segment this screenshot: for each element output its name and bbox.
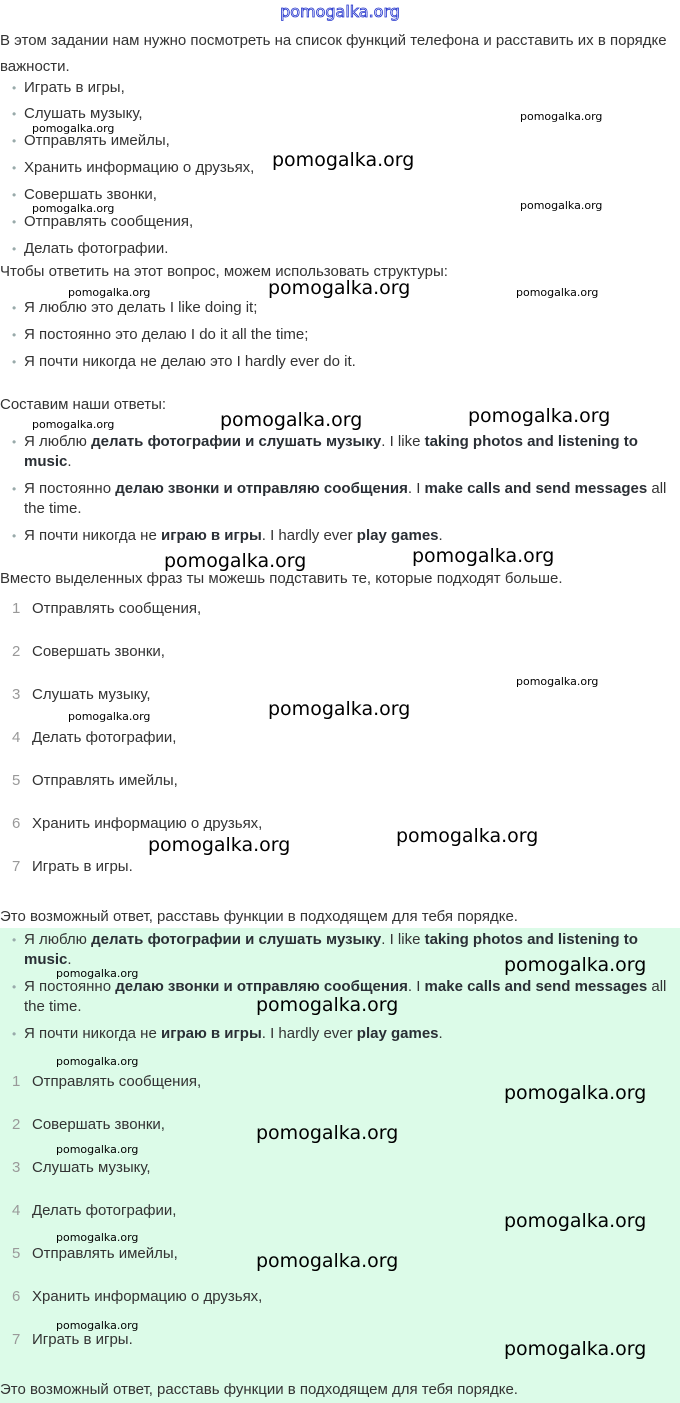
- highlighted-phrase: taking photos and listening to music: [24, 433, 638, 470]
- rank-text: Делать фотографии,: [32, 1202, 177, 1219]
- rank-text: Хранить информацию о друзьях,: [32, 1288, 263, 1305]
- rank-number: 3: [12, 1159, 21, 1176]
- rank-number: 2: [12, 643, 21, 660]
- rank-text: Играть в игры.: [32, 1331, 133, 1348]
- watermark-text: pomogalka.org: [268, 277, 411, 299]
- rank-number: 7: [12, 858, 21, 875]
- rank-text: Делать фотографии,: [32, 729, 177, 746]
- watermark-text: pomogalka.org: [56, 1231, 139, 1244]
- rank-text: Совершать звонки,: [32, 643, 165, 660]
- answer-text: all the time.: [24, 978, 667, 1015]
- watermark-text: pomogalka.org: [468, 405, 611, 427]
- ranked-list-item: [12, 771, 680, 791]
- answer-text: . I hardly ever: [261, 527, 357, 544]
- answer-list-item: [12, 1024, 674, 1044]
- ranked-list-item: [12, 857, 680, 877]
- ranked-list-item: [12, 642, 680, 662]
- watermark-text: pomogalka.org: [56, 1055, 139, 1068]
- ranked-list-item: [12, 728, 680, 748]
- site-watermark-logo: pomogalka.org: [280, 2, 400, 21]
- rank-text: Слушать музыку,: [32, 686, 151, 703]
- answer-list-item: [12, 479, 674, 519]
- watermark-text: pomogalka.org: [396, 825, 539, 847]
- rank-text: Отправлять сообщения,: [32, 600, 202, 617]
- function-list-item: • Слушать музыку,: [12, 104, 674, 124]
- watermark-text: pomogalka.org: [412, 545, 555, 567]
- function-list-item: • Делать фотографии.: [12, 239, 674, 259]
- answer-text: Я постоянно: [24, 978, 116, 995]
- watermark-text: pomogalka.org: [516, 675, 599, 688]
- answer-text: .: [438, 1025, 443, 1042]
- watermark-text: pomogalka.org: [504, 954, 647, 976]
- highlighted-phrase: make calls and send messages: [424, 978, 648, 995]
- rank-number: 1: [12, 1073, 21, 1090]
- watermark-text: pomogalka.org: [32, 122, 115, 135]
- closing-note: Это возможный ответ, расставь функции в подходящем для тебя порядке.: [0, 1381, 518, 1398]
- rank-text: Слушать музыку,: [32, 1159, 151, 1176]
- answers-intro: Составим наши ответы:: [0, 396, 167, 413]
- watermark-text: pomogalka.org: [220, 409, 363, 431]
- watermark-text: pomogalka.org: [256, 1250, 399, 1272]
- structure-list-item: • Я постоянно это делаю I do it all the time;: [12, 325, 674, 345]
- watermark-text: pomogalka.org: [56, 1143, 139, 1156]
- answer-text: . I: [407, 480, 425, 497]
- answer-text: all the time.: [24, 480, 667, 517]
- function-list-item: • Играть в игры,: [12, 78, 674, 98]
- function-list-item: • Отправлять сообщения,: [12, 212, 674, 232]
- answer-text: . I: [407, 978, 425, 995]
- watermark-text: pomogalka.org: [32, 202, 115, 215]
- highlighted-phrase: делать фотографии и слушать музыку: [91, 931, 382, 948]
- structure-list-item: • Я люблю это делать I like doing it;: [12, 298, 674, 318]
- answer-text: . I like: [381, 433, 425, 450]
- watermark-text: pomogalka.org: [164, 550, 307, 572]
- answer-text: Я постоянно: [24, 480, 116, 497]
- watermark-text: pomogalka.org: [520, 199, 603, 212]
- structure-list-item: • Я почти никогда не делаю это I hardly ever do it.: [12, 352, 674, 372]
- rank-text: Отправлять имейлы,: [32, 1245, 178, 1262]
- function-list-item: • Совершать звонки,: [12, 185, 674, 205]
- substitute-note: Вместо выделенных фраз ты можешь подставить те, которые подходят больше.: [0, 570, 563, 587]
- rank-text: Играть в игры.: [32, 858, 133, 875]
- rank-number: 2: [12, 1116, 21, 1133]
- answer-list-item: [12, 432, 674, 472]
- highlighted-phrase: делаю звонки и отправляю сообщения: [115, 480, 408, 497]
- rank-text: Совершать звонки,: [32, 1116, 165, 1133]
- highlighted-phrase: играю в игры: [160, 527, 262, 544]
- rank-text: Отправлять имейлы,: [32, 772, 178, 789]
- highlighted-phrase: make calls and send messages: [424, 480, 648, 497]
- ranked-list-item: [12, 599, 680, 619]
- answer-text: Я люблю: [24, 433, 92, 450]
- highlighted-phrase: play games: [356, 527, 439, 544]
- answer-text: .: [67, 453, 72, 470]
- answer-text: Я люблю: [24, 931, 92, 948]
- ranked-list-item: [12, 814, 680, 834]
- watermark-text: pomogalka.org: [272, 149, 415, 171]
- watermark-text: pomogalka.org: [504, 1082, 647, 1104]
- watermark-text: pomogalka.org: [32, 418, 115, 431]
- closing-note: Это возможный ответ, расставь функции в подходящем для тебя порядке.: [0, 908, 518, 925]
- watermark-text: pomogalka.org: [56, 1319, 139, 1332]
- answer-text: .: [67, 951, 72, 968]
- answer-text: . I hardly ever: [261, 1025, 357, 1042]
- intro-paragraph: В этом задании нам нужно посмотреть на список функций телефона и расставить их в порядке важности.: [0, 32, 667, 75]
- highlighted-phrase: taking photos and listening to music: [24, 931, 638, 968]
- watermark-text: pomogalka.org: [148, 834, 291, 856]
- watermark-text: pomogalka.org: [268, 698, 411, 720]
- rank-text: Отправлять сообщения,: [32, 1073, 202, 1090]
- watermark-text: pomogalka.org: [256, 994, 399, 1016]
- watermark-text: pomogalka.org: [520, 110, 603, 123]
- function-list-item: • Хранить информацию о друзьях,: [12, 158, 674, 178]
- answer-text: . I like: [381, 931, 425, 948]
- function-list-item: • Отправлять имейлы,: [12, 131, 674, 151]
- rank-number: 7: [12, 1331, 21, 1348]
- highlighted-phrase: делать фотографии и слушать музыку: [91, 433, 382, 450]
- watermark-text: pomogalka.org: [516, 286, 599, 299]
- ranked-list-item: [12, 1287, 680, 1307]
- rank-number: 5: [12, 772, 21, 789]
- rank-number: 1: [12, 600, 21, 617]
- rank-number: 4: [12, 729, 21, 746]
- watermark-text: pomogalka.org: [68, 710, 151, 723]
- rank-number: 4: [12, 1202, 21, 1219]
- answer-text: .: [438, 527, 443, 544]
- rank-text: Хранить информацию о друзьях,: [32, 815, 263, 832]
- answer-text: Я почти никогда не: [24, 527, 161, 544]
- rank-number: 6: [12, 1288, 21, 1305]
- watermark-text: pomogalka.org: [504, 1338, 647, 1360]
- structures-intro: Чтобы ответить на этот вопрос, можем использовать структуры:: [0, 263, 448, 280]
- highlighted-phrase: играю в игры: [160, 1025, 262, 1042]
- highlighted-phrase: делаю звонки и отправляю сообщения: [115, 978, 408, 995]
- rank-number: 5: [12, 1245, 21, 1262]
- ranked-list-item: [12, 1158, 680, 1178]
- watermark-text: pomogalka.org: [256, 1122, 399, 1144]
- highlighted-phrase: play games: [356, 1025, 439, 1042]
- answer-list-item: [12, 526, 674, 546]
- watermark-text: pomogalka.org: [68, 286, 151, 299]
- rank-number: 6: [12, 815, 21, 832]
- answer-text: Я почти никогда не: [24, 1025, 161, 1042]
- rank-number: 3: [12, 686, 21, 703]
- watermark-text: pomogalka.org: [56, 967, 139, 980]
- watermark-text: pomogalka.org: [504, 1210, 647, 1232]
